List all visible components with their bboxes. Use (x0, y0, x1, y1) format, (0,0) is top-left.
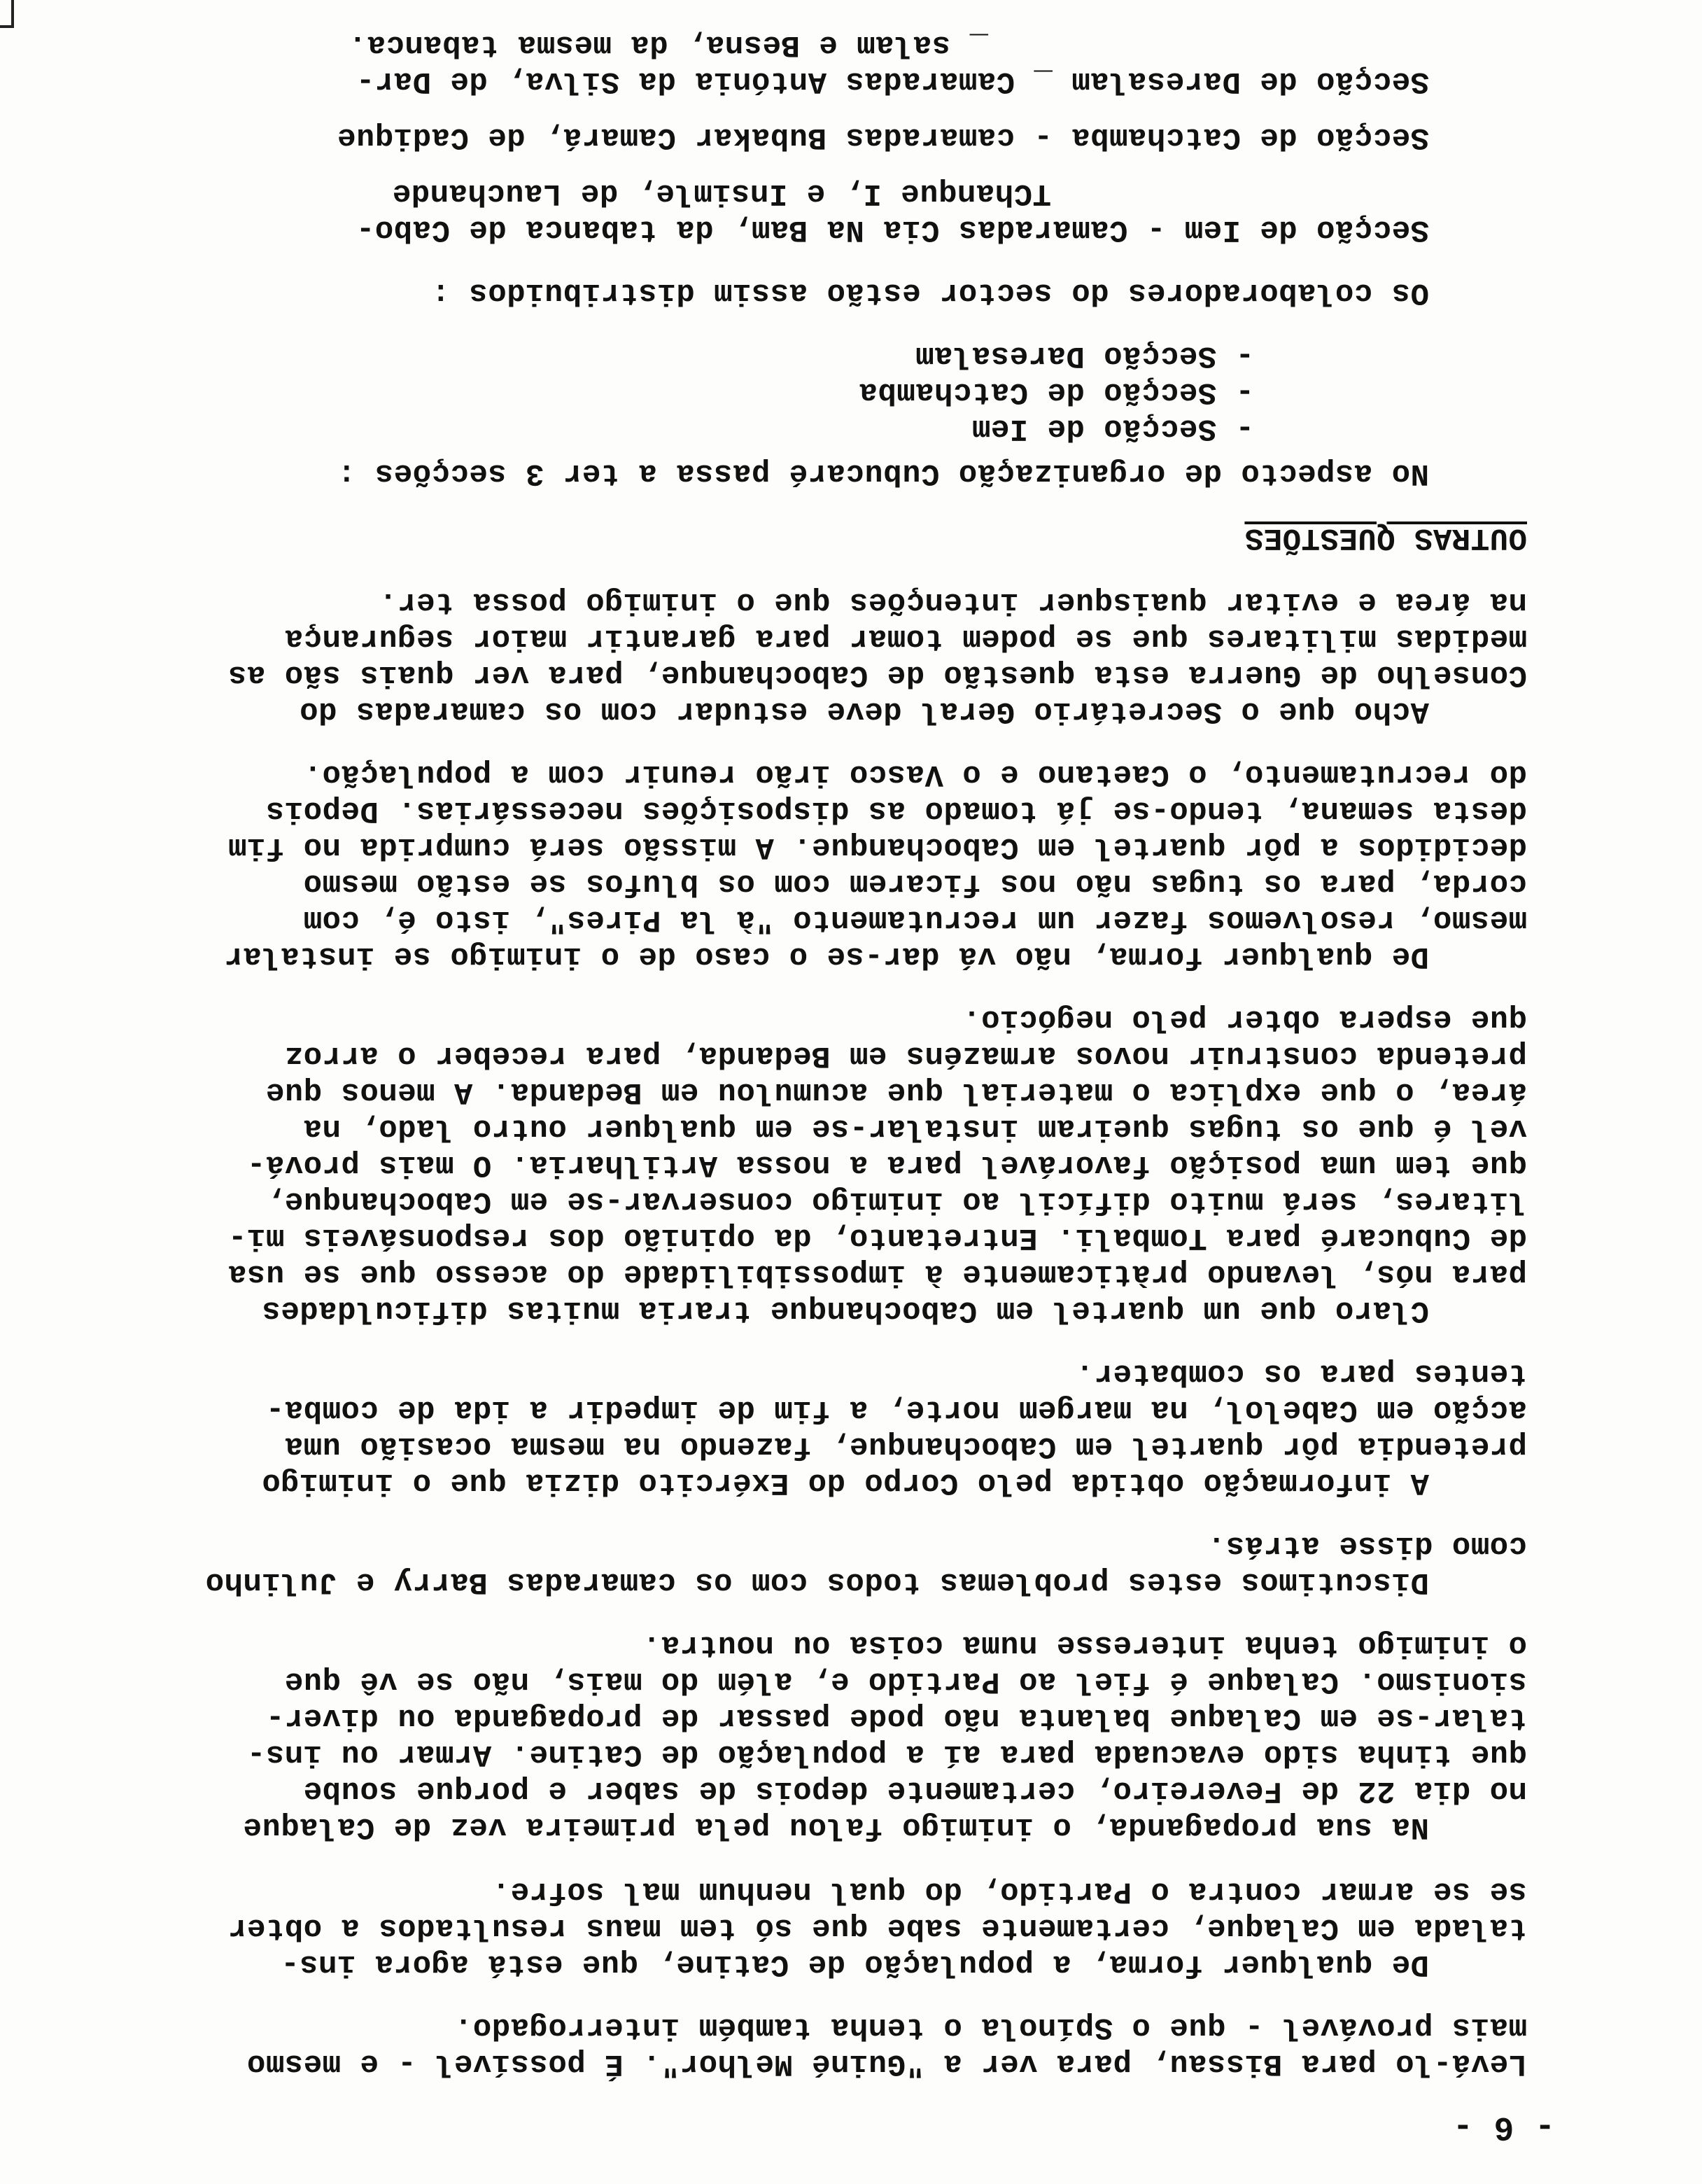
text-line: Na sua propaganda, o inimigo falou pela primeira vez de Calaque (243, 1809, 1429, 1844)
text-line: talada em Calaque, certamente sabe que só tem maus resultados a obter (227, 1910, 1527, 1945)
text-line: do recrutamento, o Caetano e o Vasco irão reunir com a população. (303, 757, 1527, 792)
text-line: para nós, levando pràticamente à impossibilidade do acesso que se usa (227, 1256, 1527, 1292)
text-line: _ salam e Besna, da mesma tabanca. (348, 27, 988, 62)
text-line: Discutimos estes problemas todos com os camaradas Barry e Julinho (205, 1564, 1429, 1600)
text-line: tentes para os combater. (1075, 1356, 1527, 1391)
text-line: pretenda construir novos armazéns em Bedanda, para receber o arroz (284, 1038, 1527, 1073)
text-line: Os colaboradores do sector estão assim distribuidos : (431, 275, 1429, 310)
text-line: Acho que o Secretário Geral deve estudar com os camaradas do (299, 694, 1429, 729)
text-line: que espera obter pelo negócio. (962, 1002, 1527, 1037)
text-line: pretendia pôr quartel em Cabochanque, fazendo na mesma ocasião uma (284, 1429, 1527, 1464)
text-line: litares, será muito difícil ao inimigo conservar-se em Cabochanque, (265, 1184, 1527, 1219)
text-line: TChanque I, e Insimle, de Lauchande (392, 176, 1051, 211)
text-line: desta semana, tendo-se já tomado as disposições necessárias. Depois (265, 793, 1527, 828)
text-line: A informação obtida pelo Corpo do Exército dizia que o inimigo (261, 1465, 1429, 1500)
list-item: - Secção de Catchamba (859, 374, 1254, 410)
text-line: Secção de Daresalam _ Camaradas Antónia da Silva, de Dar- (356, 64, 1429, 99)
text-line: mais provável - que o Spínola o tenha também interrogado. (453, 2010, 1527, 2045)
text-line: Levá-lo para Bissau, para ver a "Guiné Melhor". É possível - e mesmo (246, 2046, 1527, 2081)
section-heading: OUTRAS QUESTÕES (1244, 520, 1527, 555)
text-line: que tem uma posição favorável para a nossa Artilharia. O mais prová- (246, 1147, 1527, 1182)
page-edge-mark (0, 0, 14, 28)
text-line: sionismo. Calaque é fiel ao Partido e, além do mais, não se vê que (284, 1664, 1527, 1699)
text-line: medidas militares que se podem tomar para garantir maior segurança (284, 621, 1527, 656)
list-item: - Secção Daresalam (915, 338, 1254, 373)
text-line: na área e evitar quaisquer intenções que o inimigo possa ter. (378, 584, 1527, 620)
text-line: talar-se em Calaque balanta não pode passar de propaganda ou diver- (265, 1700, 1527, 1735)
text-line: de Cubucaré para Tombali. Entretanto, da opinião dos responsáveis mi- (227, 1220, 1527, 1255)
text-line: Secção de Catchamba - camaradas Bubakar Camará, de Cadique (337, 120, 1429, 155)
text-line: que tinha sido evacuada para aí a população de Catine. Armar ou ins- (246, 1737, 1527, 1772)
text-line: De qualquer forma, a população de Catine, que está agora ins- (280, 1947, 1429, 1982)
text-line: De qualquer forma, não vá dar-se o caso de o inimigo se instalar (224, 939, 1429, 974)
text-line: mesmo, resolvemos fazer um recrutamento "à la Pires", isto é, com (303, 902, 1527, 937)
text-line: vel é que os tugas queiram instalar-se em qualquer outro lado, na (303, 1111, 1527, 1146)
text-line: No aspecto de organização Cubucaré passa a ter 3 secções : (337, 456, 1429, 491)
text-line: Secção de Iem - Camaradas Cia Na Bam, da tabanca de Cabo- (356, 212, 1429, 247)
text-line: se se armar contra o Partido, do qual nenhum mal sofre. (491, 1874, 1527, 1909)
text-line: área, o que explica o material que acumulou em Bedanda. A menos que (265, 1074, 1527, 1110)
list-item: - Secção de Iem (971, 411, 1254, 446)
text-line: corda, para os tugas não nos ficarem com os blufos se estão mesmo (303, 866, 1527, 901)
page-number: - 6 - (1452, 2108, 1555, 2146)
text-line: no dia 22 de Fevereiro, certamente depois de saber e porque soube (303, 1773, 1527, 1808)
text-line: decididos a pôr quartel em Cabochanque. A missão será cumprida no fim (227, 830, 1527, 864)
text-line: como disse atrás. (1207, 1528, 1527, 1563)
text-line: o inimigo tenha interesse numa coisa ou noutra. (642, 1628, 1527, 1662)
text-line: acção em Cabelol, na margem norte, a fim de impedir a ida de comba- (265, 1392, 1527, 1427)
text-line: Conselho de Guerra esta questão de Cabochanque, para ver quais são as (227, 657, 1527, 692)
text-line: Claro que um quartel em Cabochanque traria muitas dificuldades (261, 1293, 1429, 1328)
